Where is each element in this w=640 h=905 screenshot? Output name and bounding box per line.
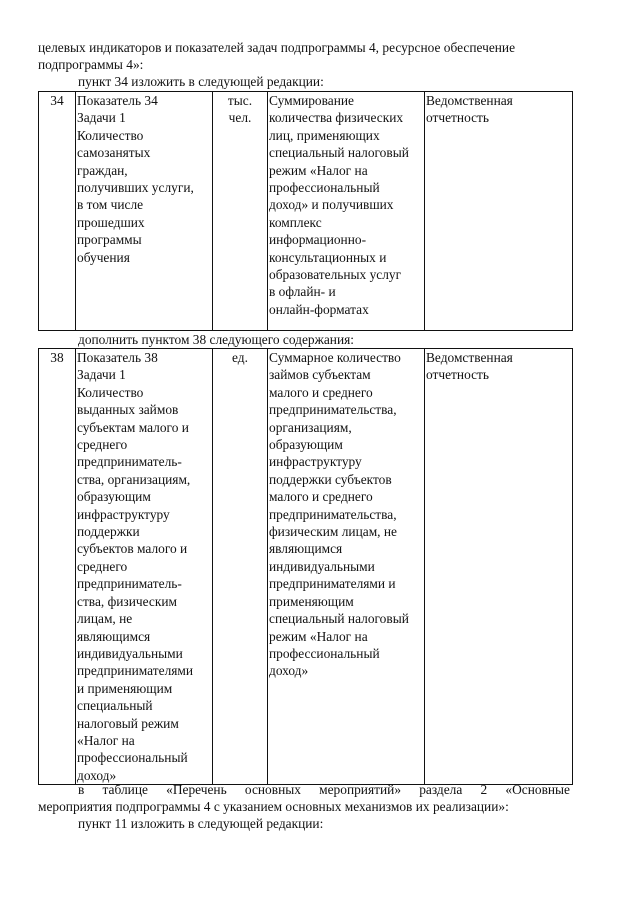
- indicator-name: Показатель 34 Задачи 1 Количество самозанятых граждан, получивших услуги, в том числе прошедших программы обучения: [76, 92, 213, 331]
- outro-line-1: в таблице «Перечень основных мероприятий» раздела 2 «Основные: [78, 782, 570, 797]
- table-row: [39, 349, 573, 785]
- intro-line-2: подпрограммы 4»:: [38, 57, 144, 72]
- calculation-method: Суммирование количества физических лиц, применяющих специальный налоговый режим «Налог на профессиональный доход» и получивших комплекс информационно- консультационных и образовательных услуг в офлайн- и онлайн-форматах: [268, 92, 425, 331]
- calculation-method: Суммарное количество займов субъектам малого и среднего предпринимательства, организациям, образующим инфраструктуру поддержки субъектов малого и среднего предпринимательства, физическим лицам, не являющимся индивидуальными предпринимателями и применяющим специальный налоговый режим «Налог на профессиональный доход»: [268, 349, 425, 785]
- intro-line-1: целевых индикаторов и показателей задач подпрограммы 4, ресурсное обеспечение: [38, 40, 516, 55]
- unit-of-measure: ед.: [213, 349, 268, 785]
- indicator-table-38: [38, 348, 573, 785]
- intro-instruction: пункт 34 изложить в следующей редакции:: [78, 74, 324, 89]
- indicator-table-34: [38, 91, 573, 331]
- indicator-name: Показатель 38 Задачи 1 Количество выданных займов субъектам малого и среднего предприниматель- ства, организациям, образующим инфраструктуру поддержки субъектов малого и среднего предприниматель- ства, физическим лицам, не являющимся индивидуальными предпринимателями и применяющим специальный налоговый режим «Налог на профессиональный доход»: [76, 349, 213, 785]
- mid-instruction: дополнить пунктом 38 следующего содержания:: [78, 332, 355, 347]
- data-source: Ведомственная отчетность: [425, 349, 573, 785]
- outro-line-2: мероприятия подпрограммы 4 с указанием основных механизмов их реализации»:: [38, 799, 509, 814]
- unit-of-measure: тыс. чел.: [213, 92, 268, 331]
- outro-instruction: пункт 11 изложить в следующей редакции:: [78, 816, 324, 831]
- data-source: Ведомственная отчетность: [425, 92, 573, 331]
- row-number: 38: [39, 349, 76, 785]
- table-row: [39, 92, 573, 331]
- row-number: 34: [39, 92, 76, 331]
